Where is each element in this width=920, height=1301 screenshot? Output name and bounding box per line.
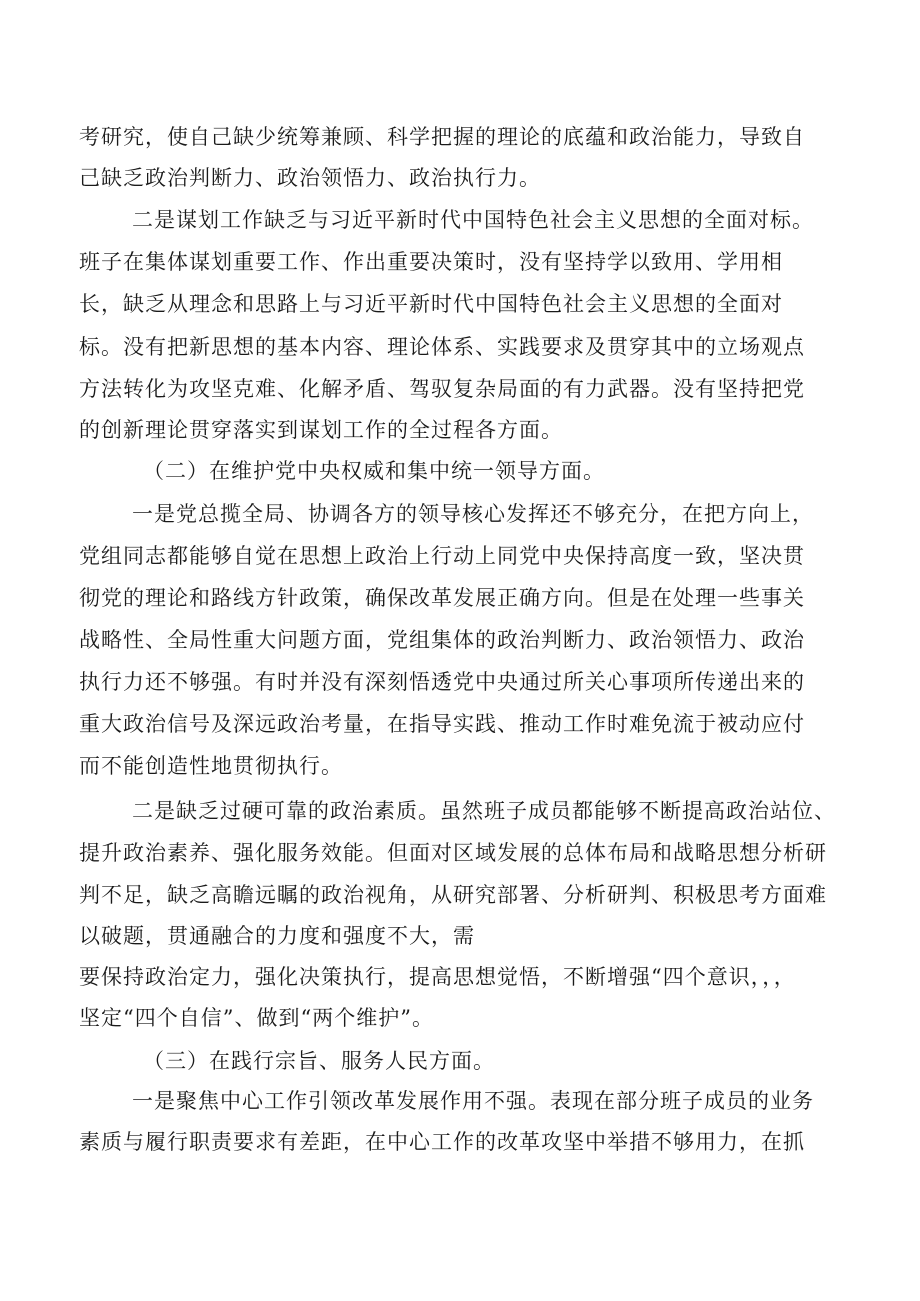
paragraph-first-line: 一是聚焦中心工作引领改革发展作用不强。表现在部分班子成员的业务 (132, 1089, 814, 1113)
text-line: 判不足，缺乏高瞻远瞩的政治视角，从研究部署、分析研判、积极思考方面难 (79, 883, 827, 907)
text-line: 战略性、全局性重大问题方面，党组集体的政治判断力、政治领悟力、政治 (79, 628, 805, 652)
text-line: 彻党的理论和路线方针政策，确保改革发展正确方向。但是在处理一些事关 (79, 586, 805, 610)
text-line: 考研究，使自己缺少统筹兼顾、科学把握的理论的底蕴和政治能力，导致自 (79, 125, 805, 149)
text-line: 标。没有把新思想的基本内容、理论体系、实践要求及贯穿其中的立场观点 (79, 335, 805, 359)
text-line: 己缺乏政治判断力、政治领悟力、政治执行力。 (79, 166, 541, 190)
text-line: 方法转化为攻坚克难、化解矛盾、驾驭复杂局面的有力武器。没有坚持把党 (79, 377, 805, 401)
text-line: 素质与履行职责要求有差距，在中心工作的改革攻坚中举措不够用力，在抓 (79, 1130, 805, 1154)
text-line: 坚定“四个自信”、做到“两个维护”。 (79, 1006, 434, 1030)
section-heading: （二）在维护党中央权威和集中统一领导方面。 (143, 459, 605, 483)
text-line: 而不能创造性地贯彻执行。 (79, 754, 343, 778)
paragraph-first-line: 一是党总揽全局、协调各方的领导核心发挥还不够充分，在把方向上， (132, 502, 814, 526)
text-line: 以破题，贯通融合的力度和强度不大，需 (79, 924, 475, 948)
paragraph-first-line: 二是缺乏过硬可靠的政治素质。虽然班子成员都能够不断提高政治站位、 (132, 799, 836, 823)
text-line: 重大政治信号及深远政治考量，在指导实践、推动工作时难免流于被动应付 (79, 712, 805, 736)
text-line: 执行力还不够强。有时并没有深刻悟透党中央通过所关心事项所传递出来的 (79, 670, 805, 694)
text-line: 党组同志都能够自觉在思想上政治上行动上同党中央保持高度一致，坚决贯 (79, 544, 805, 568)
section-heading: （三）在践行宗旨、服务人民方面。 (143, 1049, 495, 1073)
text-line: 班子在集体谋划重要工作、作出重要决策时，没有坚持学以致用、学用相 (79, 250, 783, 274)
text-line: 提升政治素养、强化服务效能。但面对区域发展的总体布局和战略思想分析研 (79, 841, 827, 865)
text-line: 的创新理论贯穿落实到谋划工作的全过程各方面。 (79, 418, 563, 442)
text-line: 要保持政治定力，强化决策执行，提高思想觉悟，不断增强“四个意识，，， (79, 965, 796, 989)
paragraph-first-line: 二是谋划工作缺乏与习近平新时代中国特色社会主义思想的全面对标。 (132, 208, 814, 232)
text-line: 长，缺乏从理念和思路上与习近平新时代中国特色社会主义思想的全面对 (79, 292, 783, 316)
